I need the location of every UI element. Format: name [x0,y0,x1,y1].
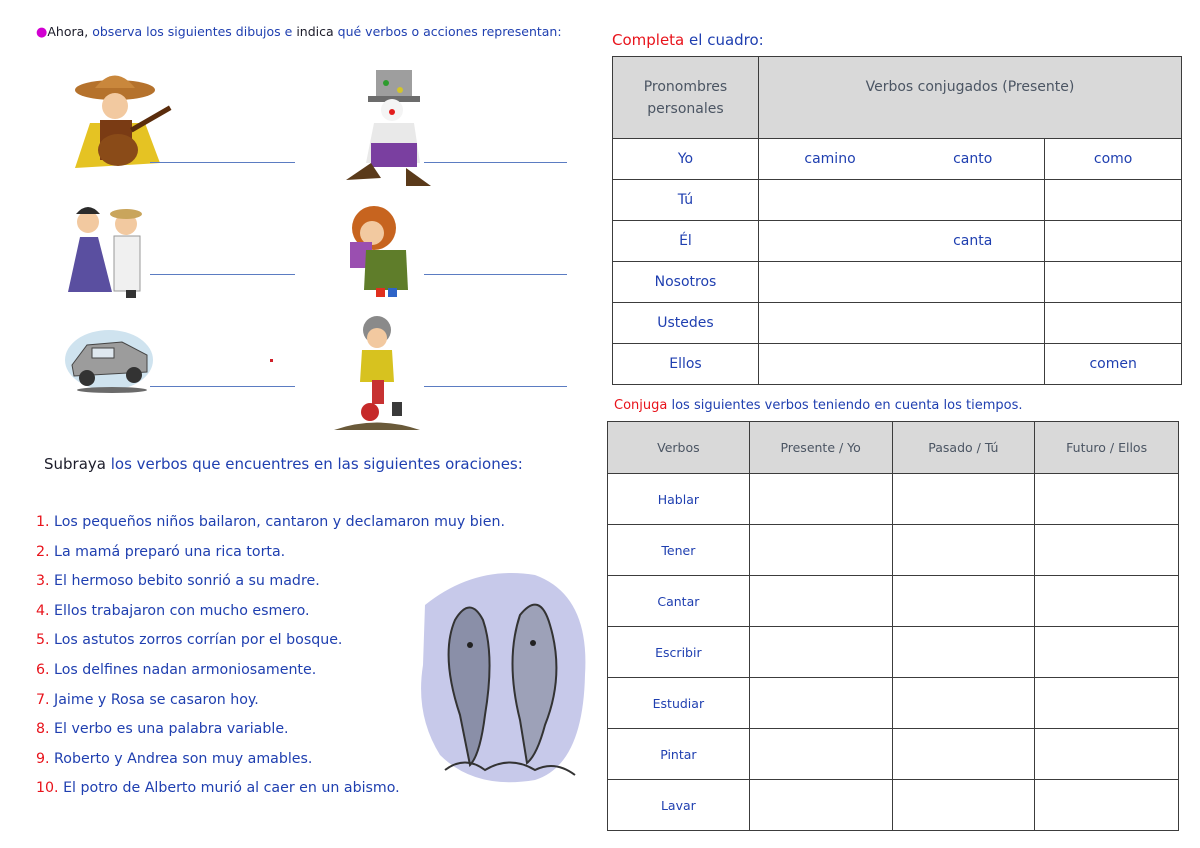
verb-cell[interactable] [901,180,1045,221]
answer-cell[interactable] [1035,780,1179,831]
pronoun-cell: Nosotros [613,262,759,303]
answer-line-3[interactable] [150,274,295,275]
pronoun-cell: Ustedes [613,303,759,344]
verb-cell[interactable] [901,262,1045,303]
sentence-item: 7. Jaime y Rosa se casaron hoy. [36,691,259,708]
table-row [608,678,1179,729]
conjuga-title: Conjuga los siguientes verbos teniendo en cuenta los tiempos. [614,398,1023,413]
verb-cell[interactable] [901,303,1045,344]
sentence-item: 1. Los pequeños niños bailaron, cantaron y declamaron muy bien. [36,514,505,530]
stray-mark [270,359,273,362]
answer-cell[interactable] [1035,525,1179,576]
sentence-item: 5. Los astutos zorros corrían por el bosque. [36,632,343,649]
answer-line-1[interactable] [150,162,295,163]
header-verbs: Verbos conjugados (Presente) [758,57,1181,139]
header-pronouns: Pronombres personales [613,57,759,139]
answer-cell[interactable] [749,729,892,780]
table-header-row [608,422,1179,474]
table-row [608,780,1179,831]
answer-cell[interactable] [1035,474,1179,525]
dancing-couple-illustration [60,192,160,302]
sentence-item: 9. Roberto y Andrea son muy amables. [36,750,313,767]
verb-cell[interactable] [901,344,1045,385]
subraya-instruction: Subraya los verbos que encuentres en las siguientes oraciones: [44,455,523,473]
header-presente: Presente / Yo [749,422,892,474]
answer-cell[interactable] [1035,576,1179,627]
sentence-item: 6. Los delfines nadan armoniosamente. [36,661,317,678]
answer-cell[interactable] [892,780,1035,831]
verb-cell[interactable] [758,303,901,344]
sentence-item: 3. El hermoso bebito sonrió a su madre. [36,573,320,590]
sentence-item: 2. La mamá preparó una rica torta. [36,543,286,560]
answer-cell[interactable] [892,627,1035,678]
bullet-icon: ● [36,25,48,40]
verb-cell[interactable]: canto [901,139,1045,180]
table-row [613,221,1182,262]
verb-cell[interactable] [1045,221,1182,262]
verb-name-cell: Cantar [608,576,750,627]
verb-cell[interactable] [758,221,901,262]
sentence-item: 10. El potro de Alberto murió al caer en un abismo. [36,780,400,797]
completa-title: Completa el cuadro: [612,31,764,49]
table-row [608,627,1179,678]
answer-line-4[interactable] [424,274,567,275]
verb-cell[interactable] [758,344,901,385]
pronoun-cell: Yo [613,139,759,180]
verb-cell[interactable] [758,262,901,303]
answer-cell[interactable] [892,576,1035,627]
answer-line-6[interactable] [424,386,567,387]
answer-line-2[interactable] [424,162,567,163]
table-header-row [613,57,1182,139]
answer-line-5[interactable] [150,386,295,387]
pronoun-cell: Tú [613,180,759,221]
pronoun-cell: Ellos [613,344,759,385]
table-row [613,262,1182,303]
verb-cell[interactable] [1045,262,1182,303]
answer-cell[interactable] [1035,729,1179,780]
dolphins-illustration [415,565,595,795]
pronoun-cell: Él [613,221,759,262]
answer-cell[interactable] [892,474,1035,525]
verb-cell[interactable] [1045,303,1182,344]
clown-illustration [336,68,436,193]
verb-cell[interactable] [758,180,901,221]
answer-cell[interactable] [1035,678,1179,729]
answer-cell[interactable] [749,525,892,576]
header-verbos: Verbos [608,422,750,474]
table-row [613,139,1182,180]
table-row [608,525,1179,576]
answer-cell[interactable] [749,627,892,678]
table-row [608,474,1179,525]
conjugation-table [612,56,1182,385]
verb-name-cell: Estudiar [608,678,750,729]
answer-cell[interactable] [749,780,892,831]
header-futuro: Futuro / Ellos [1035,422,1179,474]
answer-cell[interactable] [749,576,892,627]
answer-cell[interactable] [1035,627,1179,678]
verb-cell[interactable]: como [1045,139,1182,180]
answer-cell[interactable] [749,474,892,525]
verb-cell[interactable]: canta [901,221,1045,262]
verb-name-cell: Escribir [608,627,750,678]
table-row [613,344,1182,385]
table-row [613,180,1182,221]
table-row [608,729,1179,780]
girl-reading-illustration [336,200,416,300]
verb-cell[interactable] [1045,180,1182,221]
driving-car-illustration [62,320,157,395]
tense-table [607,421,1179,831]
header-pasado: Pasado / Tú [892,422,1035,474]
table-row [608,576,1179,627]
answer-cell[interactable] [892,729,1035,780]
sentence-item: 4. Ellos trabajaron con mucho esmero. [36,602,310,619]
answer-cell[interactable] [749,678,892,729]
sentence-item: 8. El verbo es una palabra variable. [36,721,289,738]
table-row [613,303,1182,344]
verb-name-cell: Lavar [608,780,750,831]
answer-cell[interactable] [892,525,1035,576]
answer-cell[interactable] [892,678,1035,729]
verb-cell[interactable]: comen [1045,344,1182,385]
verb-name-cell: Hablar [608,474,750,525]
verb-name-cell: Tener [608,525,750,576]
running-boy-illustration [332,310,422,435]
verb-name-cell: Pintar [608,729,750,780]
verb-cell[interactable]: camino [758,139,901,180]
intro-instruction: ●Ahora, observa los siguientes dibujos e indica qué verbos o acciones representan: [36,24,562,40]
